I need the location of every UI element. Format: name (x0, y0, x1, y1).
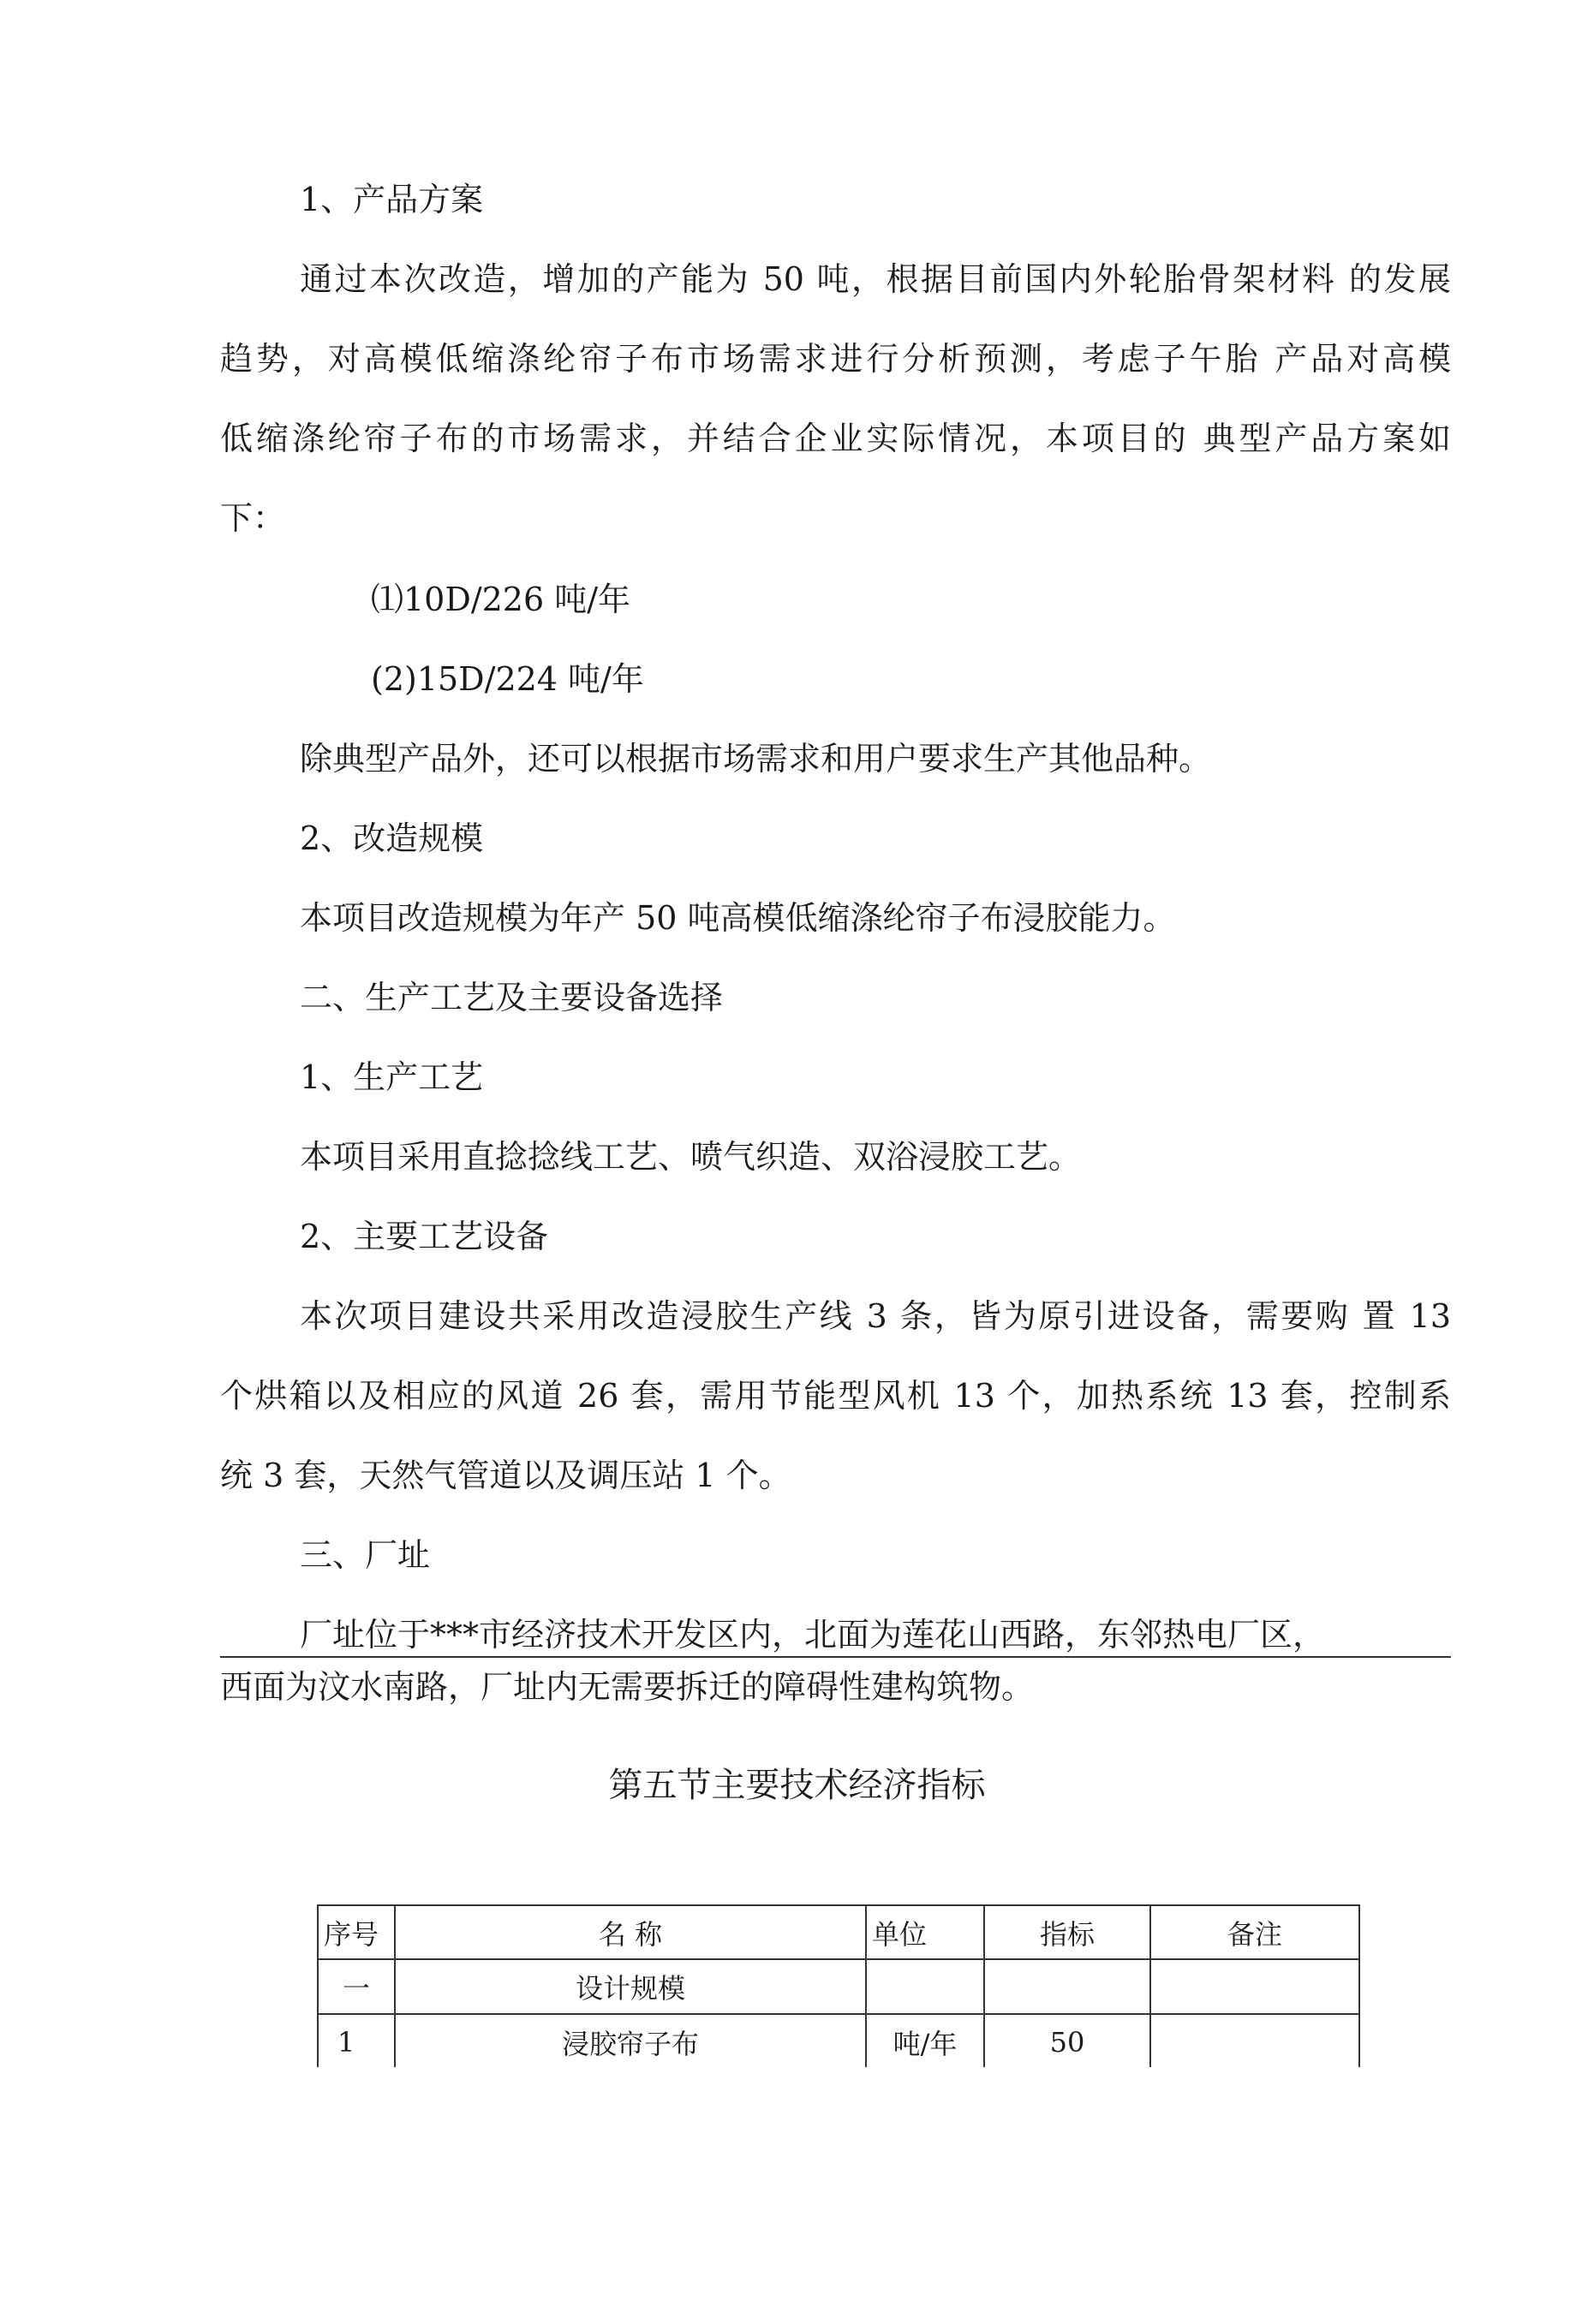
table-row (318, 1959, 1359, 2014)
header-indicator: 指标 (984, 1905, 1150, 1959)
header-unit: 单位 (866, 1905, 984, 1959)
paragraph-line: 下： (220, 499, 286, 537)
paragraph-line: 趋势，对高模低缩涤纶帘子布市场需求进行分析预测，考虑子午胎 产品对高模 (220, 340, 1451, 378)
cell-remarks (1150, 2014, 1359, 2071)
paragraph-line: 统 3 套，天然气管道以及调压站 1 个。 (220, 1457, 791, 1494)
heading-site: 三、厂址 (300, 1536, 431, 1574)
cell-name: 设计规模 (395, 1959, 866, 2014)
paragraph-line: 低缩涤纶帘子布的市场需求，并结合企业实际情况，本项目的 典型产品方案如 (220, 420, 1451, 457)
paragraph-line: 西面为汶水南路，厂址内无需要拆迁的障碍性建构筑物。 (220, 1668, 1035, 1706)
indicator-table (317, 1904, 1360, 2071)
section-title: 第五节主要技术经济指标 (608, 1766, 986, 1805)
paragraph-line: 本项目改造规模为年产 50 吨高模低缩涤纶帘子布浸胶能力。 (300, 899, 1176, 937)
cell-unit (866, 1959, 984, 2014)
cell-index: 1 (318, 2014, 395, 2071)
cell-indicator: 50 (984, 2014, 1150, 2071)
cell-remarks (1150, 1959, 1359, 2014)
cell-index: 一 (318, 1959, 395, 2014)
paragraph-line: 个烘箱以及相应的风道 26 套，需用节能型风机 13 个，加热系统 13 套，控制系 (220, 1377, 1451, 1415)
cell-name: 浸胶帘子布 (395, 2014, 866, 2071)
header-remarks: 备注 (1150, 1905, 1359, 1959)
cell-indicator (984, 1959, 1150, 2014)
table-header-row (318, 1905, 1359, 1959)
header-name: 名 称 (395, 1905, 866, 1959)
table-row (318, 2014, 1359, 2071)
paragraph-line: 除典型产品外，还可以根据市场需求和用户要求生产其他品种。 (300, 740, 1212, 778)
paragraph-line: 厂址位于***市经济技术开发区内，北面为莲花山西路，东邻热电厂区， (300, 1616, 1326, 1654)
heading-equipment: 2、主要工艺设备 (300, 1218, 549, 1255)
header-index: 序号 (318, 1905, 395, 1959)
heading-product-plan: 1、产品方案 (300, 181, 484, 218)
product-item-1: ⑴10D/226 吨/年 (371, 581, 631, 618)
paragraph-line: 本次项目建设共采用改造浸胶生产线 3 条，皆为原引进设备，需要购 置 13 (300, 1297, 1451, 1335)
paragraph-line: 本项目采用直捻捻线工艺、喷气织造、双浴浸胶工艺。 (300, 1138, 1082, 1176)
page-divider (220, 1656, 1451, 1658)
heading-scale: 2、改造规模 (300, 819, 484, 857)
heading-process-equipment: 二、生产工艺及主要设备选择 (300, 979, 724, 1016)
page-cutoff (0, 2067, 1594, 2324)
paragraph-line: 通过本次改造，增加的产能为 50 吨，根据目前国内外轮胎骨架材料 的发展 (300, 260, 1451, 298)
cell-unit: 吨/年 (866, 2014, 984, 2071)
heading-process: 1、生产工艺 (300, 1058, 484, 1096)
product-item-2: (2)15D/224 吨/年 (371, 660, 644, 698)
